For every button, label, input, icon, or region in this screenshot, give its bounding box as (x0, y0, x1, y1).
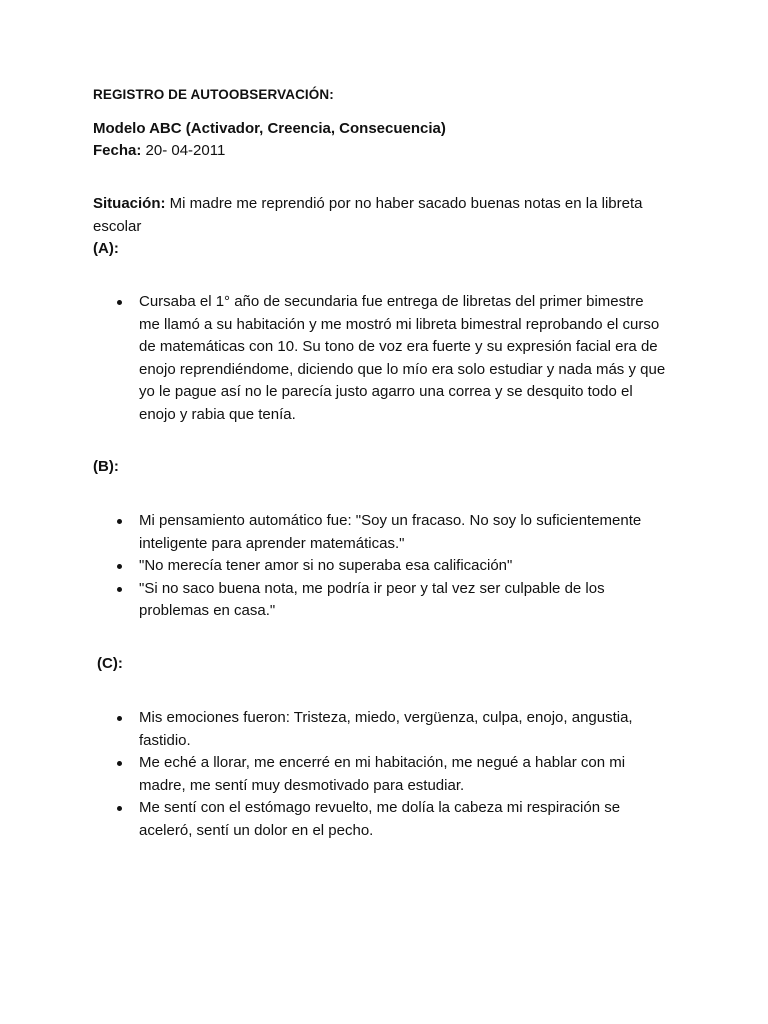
date-line (93, 140, 225, 162)
section-c-list (116, 707, 666, 842)
bullet-icon (117, 761, 122, 766)
list-item (116, 578, 666, 623)
list-item-text: "No merecía tener amor si no superaba esa calificación" (139, 557, 513, 574)
situation-label: Situación: (93, 195, 166, 212)
bullet-icon (117, 519, 122, 524)
section-a-list (116, 291, 666, 426)
bullet-icon (117, 564, 122, 569)
bullet-icon (117, 587, 122, 592)
list-item (116, 752, 666, 797)
list-item-text: Mi pensamiento automático fue: "Soy un fracaso. No soy lo suficientemente inteligente para aprender matemáticas." (139, 512, 642, 552)
bullet-icon (117, 300, 122, 305)
bullet-icon (117, 806, 122, 811)
list-item-text: Me eché a llorar, me encerré en mi habitación, me negué a hablar con mi madre, me sentí muy desmotivado para estudiar. (139, 754, 626, 794)
section-b-list (116, 510, 666, 623)
section-a-label: (A): (93, 240, 119, 257)
section-b-label: (B): (93, 458, 119, 475)
section-c-label: (C): (97, 655, 123, 672)
list-item-text: "Si no saco buena nota, me podría ir peor y tal vez ser culpable de los problemas en casa." (139, 579, 605, 619)
date-value: 20- 04-2011 (141, 142, 226, 159)
bullet-icon (117, 716, 122, 721)
list-item (116, 510, 666, 555)
list-item (116, 707, 666, 752)
date-label: Fecha: (93, 142, 142, 159)
list-item-text: Cursaba el 1° año de secundaria fue entrega de libretas del primer bimestre me llamó a su habitación y me mostró mi libreta bimestral reprobando el curso de matemáticas con 10. Su tono de voz era fuerte y su expresión facial era de enojo reprendiéndome, diciendo que lo mío era solo estudiar y nada más y que yo le pague así no le parecía justo agarro una correa y se desquito todo el enojo y rabia que tenía. (139, 293, 666, 423)
list-item (116, 797, 666, 842)
model-heading: Modelo ABC (Activador, Creencia, Consecuencia) (93, 120, 446, 137)
list-item-text: Me sentí con el estómago revuelto, me dolía la cabeza mi respiración se aceleró, sentí un dolor en el pecho. (139, 799, 621, 839)
document-title: REGISTRO DE AUTOOBSERVACIÓN: (93, 87, 334, 102)
situation-paragraph (93, 193, 673, 238)
list-item (116, 555, 666, 578)
list-item-text: Mis emociones fueron: Tristeza, miedo, vergüenza, culpa, enojo, angustia, fastidio. (139, 709, 633, 749)
list-item (116, 291, 666, 426)
situation-text: Mi madre me reprendió por no haber sacado buenas notas en la libreta escolar (93, 195, 643, 235)
